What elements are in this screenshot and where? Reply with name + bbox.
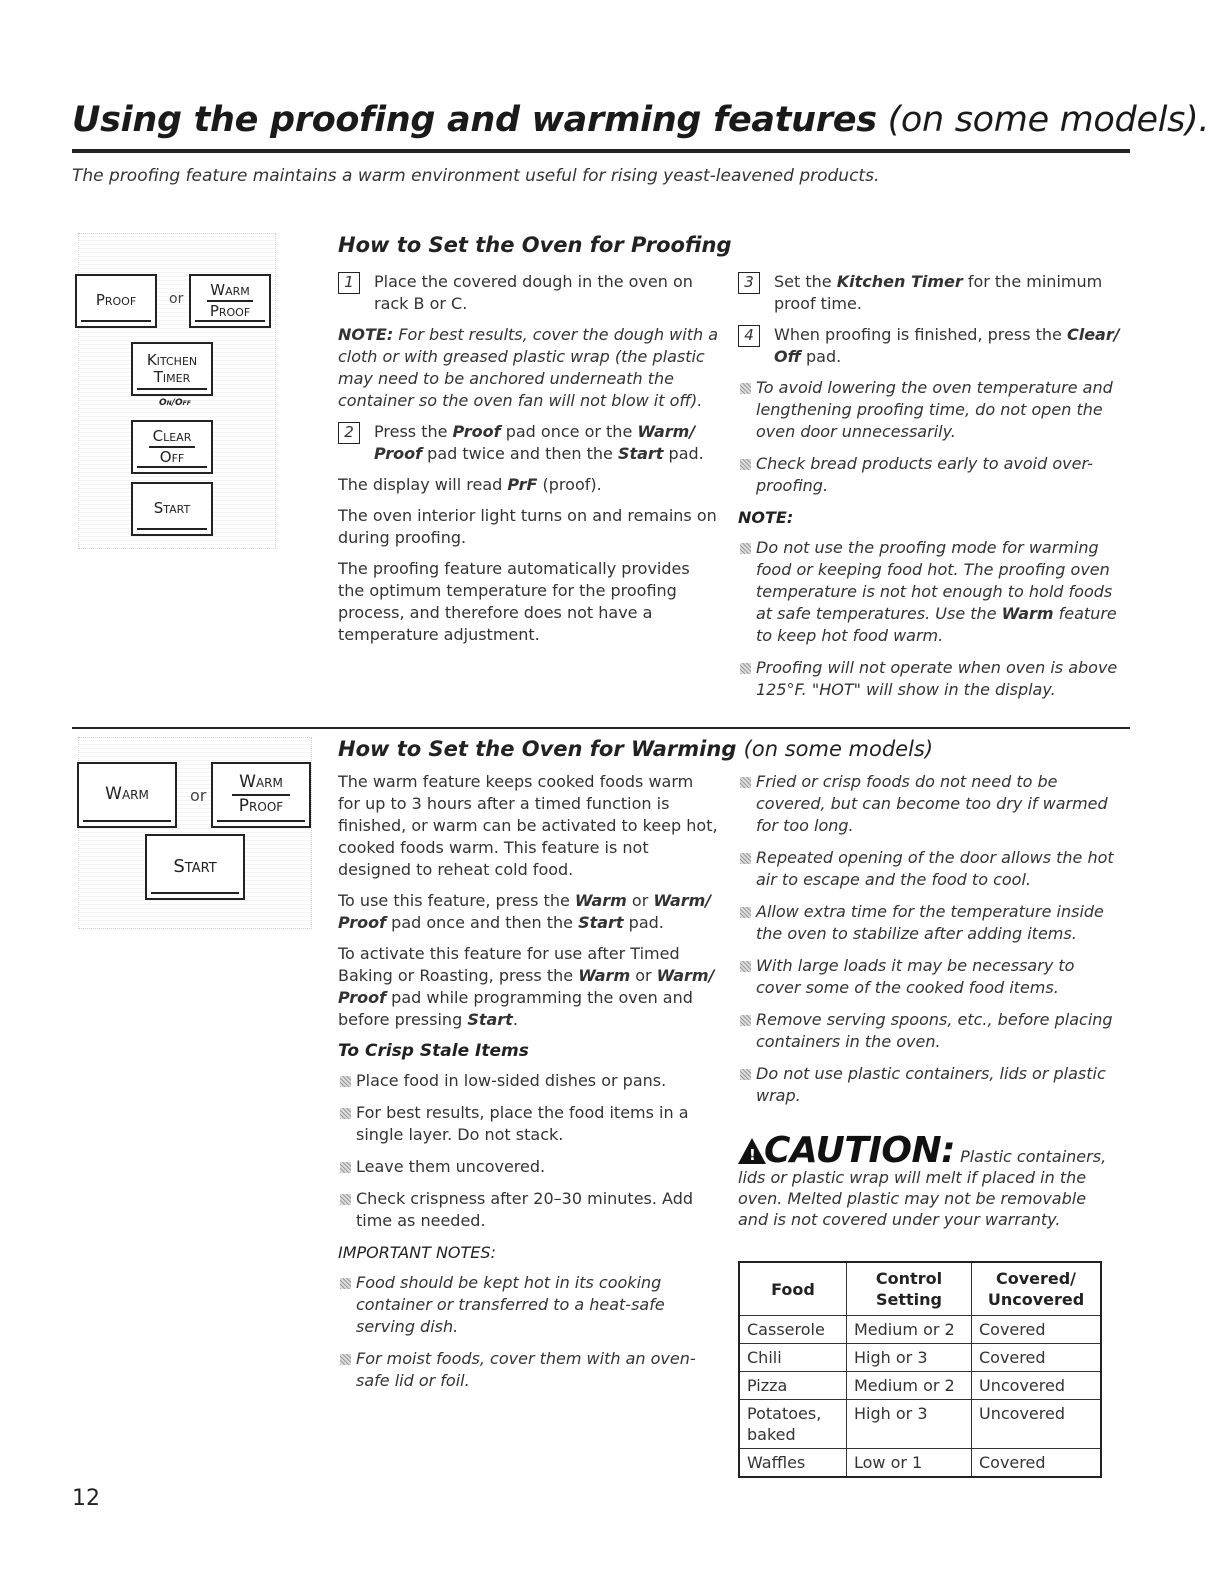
important-bullet: For moist foods, cover them with an oven-safe lid or foil.: [338, 1348, 718, 1392]
kitchen-timer-ref: Kitchen Timer: [836, 272, 963, 291]
step-3-text-b: for the minimum proof time.: [774, 272, 1103, 313]
table-cell: Low or 1: [847, 1449, 972, 1478]
step-number-2: 2: [338, 422, 360, 444]
caution-text: Plastic containers, lids or plastic wrap will melt if placed in the oven. Melted plastic may not be removable and is not covered under your warranty.: [738, 1147, 1107, 1229]
warm-feature-ref: Warm: [1001, 604, 1054, 623]
proofing-step-3: [738, 271, 1120, 315]
proofing-step-2: [338, 421, 718, 465]
step-2-text-a: Press the: [374, 422, 448, 441]
section-divider: [72, 727, 1130, 729]
use-text-c: pad.: [628, 913, 664, 932]
table-cell: Covered: [972, 1449, 1102, 1478]
activate-text-c: .: [512, 1010, 518, 1029]
proofing-step-1: [338, 271, 718, 315]
proof-key-label: Proof: [95, 291, 137, 310]
proof-control-panel: [78, 233, 276, 549]
note-text: For best results, cover the dough with a cloth or with greased plastic wrap (the plastic may need to be anchored underneath the container so the oven fan will not blow it off).: [338, 325, 719, 410]
warming-left-column: [338, 771, 718, 1402]
step-4-text-a: When proofing is finished, press the: [774, 325, 1062, 344]
step-4-text-b: pad.: [806, 347, 842, 366]
warm-proof-key-bottom: Proof: [238, 796, 284, 816]
page-title: [72, 100, 1209, 140]
proofing-note: [338, 324, 718, 412]
clear-key-top: Clear: [152, 426, 192, 445]
clear-off-pad-ref: Clear/ Off: [774, 325, 1120, 366]
step-number-1: 1: [338, 272, 360, 294]
crisp-bullet: Place food in low-sided dishes or pans.: [338, 1070, 718, 1092]
display-text-b: (proof).: [542, 475, 602, 494]
proofing-bullet: [738, 537, 1120, 647]
step-2-text-c: pad twice and then the: [427, 444, 613, 463]
table-cell: High or 3: [847, 1400, 972, 1449]
warming-right-column: [738, 771, 1120, 1117]
warming-heading: [338, 737, 933, 761]
title-divider: [72, 149, 1130, 153]
warming-tip: Fried or crisp foods do not need to be covered, but can become too dry if warmed for too long.: [738, 771, 1120, 837]
proofing-right-column: [738, 271, 1120, 711]
table-cell: Uncovered: [972, 1372, 1102, 1400]
on-off-label: On/Off: [159, 398, 191, 408]
table-cell: Potatoes, baked: [739, 1400, 847, 1449]
table-cell: Medium or 2: [847, 1372, 972, 1400]
start-key-label: Start: [173, 855, 217, 877]
bullet-text-a: Do not use the proofing mode for warming food or keeping food hot. The proofing oven temperature is not hot enough to hold foods at safe temperatures. Use the: [756, 538, 1113, 623]
warming-use: [338, 890, 718, 934]
step-number-3: 3: [738, 272, 760, 294]
crisp-bullet: For best results, place the food items in a single layer. Do not stack.: [338, 1102, 718, 1146]
page-subtitle: The proofing feature maintains a warm environment useful for rising yeast-leavened products.: [72, 166, 880, 186]
warming-tip: Do not use plastic containers, lids or plastic wrap.: [738, 1063, 1120, 1107]
proofing-heading: How to Set the Oven for Proofing: [338, 233, 732, 257]
table-cell: Covered: [972, 1316, 1102, 1344]
start-pad-ref: Start: [467, 1010, 513, 1029]
proof-pad-ref: Proof: [452, 422, 501, 441]
warming-tip: With large loads it may be necessary to cover some of the cooked food items.: [738, 955, 1120, 999]
or-label: or: [190, 786, 207, 805]
table-row: [739, 1372, 1101, 1400]
warm-key: [77, 762, 177, 828]
warm-proof-key-bottom: Proof: [209, 302, 251, 320]
proofing-bullet: To avoid lowering the oven temperature and lengthening proofing time, do not open the oven door unnecessarily.: [738, 377, 1120, 443]
start-pad-ref: Start: [578, 913, 624, 932]
warming-intro: The warm feature keeps cooked foods warm for up to 3 hours after a timed function is finished, or warm can be activated to keep hot, cooked foods warm. This feature is not designed to reheat cold food.: [338, 772, 718, 879]
prf-code: PrF: [507, 475, 538, 494]
proofing-left-column: [338, 271, 718, 655]
table-row: [739, 1344, 1101, 1372]
clear-off-key: [131, 420, 213, 474]
proofing-bullet: Proofing will not operate when oven is above 125°F. "HOT" will show in the display.: [738, 657, 1120, 701]
important-bullet: Food should be kept hot in its cooking container or transferred to a heat-safe serving dish.: [338, 1272, 718, 1338]
warm-proof-pad-ref: Warm/ Proof: [374, 422, 696, 463]
step-number-4: 4: [738, 325, 760, 347]
start-key: [131, 482, 213, 536]
or-text: or: [635, 966, 652, 985]
warming-food-table: [738, 1261, 1102, 1478]
table-cell: Casserole: [739, 1316, 847, 1344]
table-cell: Medium or 2: [847, 1316, 972, 1344]
table-row: [739, 1400, 1101, 1449]
or-text: or: [631, 891, 649, 910]
kitchen-timer-key-bottom: Timer: [153, 368, 191, 386]
table-cell: Uncovered: [972, 1400, 1102, 1449]
warm-proof-pad-ref: Warm/ Proof: [338, 891, 712, 932]
warning-icon: !: [738, 1138, 766, 1164]
step-1-text: Place the covered dough in the oven on rack B or C.: [374, 272, 693, 313]
start-pad-ref: Start: [617, 444, 664, 463]
warming-tip: Allow extra time for the temperature inside the oven to stabilize after adding items.: [738, 901, 1120, 945]
warm-proof-pad-ref: Warm/ Proof: [338, 966, 715, 1007]
display-text-a: The display will read: [338, 475, 503, 494]
warm-key-label: Warm: [105, 784, 149, 805]
warm-pad-ref: Warm: [578, 966, 631, 985]
page-title-qualifier: (on some models).: [887, 100, 1210, 140]
step-3-text-a: Set the: [774, 272, 832, 291]
warm-proof-key: [189, 274, 271, 328]
warm-proof-key-top: Warm: [239, 772, 283, 793]
warm-control-panel: [78, 737, 312, 929]
start-key: [145, 834, 245, 900]
warming-tip: Repeated opening of the door allows the hot air to escape and the food to cool.: [738, 847, 1120, 891]
start-key-label: Start: [153, 499, 191, 518]
activate-text-a: To activate this feature for use after Timed Baking or Roasting, press the: [338, 944, 680, 985]
proof-key: [75, 274, 157, 328]
kitchen-timer-key-top: Kitchen: [146, 350, 198, 369]
or-label: or: [169, 291, 184, 307]
table-row: [739, 1316, 1101, 1344]
crisp-heading: To Crisp Stale Items: [338, 1041, 529, 1061]
page-number: 12: [72, 1486, 100, 1511]
step-2-text-b: pad once or the: [505, 422, 633, 441]
table-cell: Pizza: [739, 1372, 847, 1400]
kitchen-timer-key: [131, 342, 213, 396]
table-cell: Covered: [972, 1344, 1102, 1372]
table-row: [739, 1449, 1101, 1478]
crisp-bullet: Check crispness after 20–30 minutes. Add time as needed.: [338, 1188, 718, 1232]
display-reading: [338, 474, 718, 496]
table-header-cell: Food: [739, 1262, 847, 1316]
light-paragraph: The oven interior light turns on and remains on during proofing.: [338, 506, 717, 547]
table-header-cell: Covered/ Uncovered: [972, 1262, 1102, 1316]
note-label: NOTE:: [338, 325, 394, 344]
bullet-text-b: feature to keep hot food warm.: [756, 604, 1117, 645]
table-cell: Chili: [739, 1344, 847, 1372]
auto-temp-paragraph: The proofing feature automatically provides the optimum temperature for the proofing process, and therefore does not have a temperature adjustment.: [338, 559, 690, 644]
important-notes-heading: IMPORTANT NOTES:: [338, 1243, 496, 1262]
activate-text-b: pad while programming the oven and before pressing: [338, 988, 693, 1029]
warming-heading-qualifier: (on some models): [743, 737, 934, 761]
warm-pad-ref: Warm: [574, 891, 627, 910]
warming-heading-main: How to Set the Oven for Warming: [338, 737, 737, 761]
warm-proof-key: [211, 762, 311, 828]
use-text-b: pad once and then the: [391, 913, 573, 932]
clear-key-bottom: Off: [159, 448, 185, 466]
step-2-text-d: pad.: [668, 444, 704, 463]
table-header-cell: Control Setting: [847, 1262, 972, 1316]
page-title-main: Using the proofing and warming features: [72, 100, 877, 140]
note-label: NOTE:: [738, 508, 794, 527]
warming-tip: Remove serving spoons, etc., before placing containers in the oven.: [738, 1009, 1120, 1053]
caution-box: [738, 1130, 1118, 1230]
table-header-row: [739, 1262, 1101, 1316]
warm-proof-key-top: Warm: [210, 280, 250, 299]
warming-activate: [338, 943, 718, 1031]
table-cell: Waffles: [739, 1449, 847, 1478]
crisp-bullet: Leave them uncovered.: [338, 1156, 718, 1178]
proofing-bullet: Check bread products early to avoid over-proofing.: [738, 453, 1120, 497]
caution-word: CAUTION:: [764, 1130, 955, 1171]
use-text-a: To use this feature, press the: [338, 891, 570, 910]
proofing-step-4: [738, 324, 1120, 368]
table-cell: High or 3: [847, 1344, 972, 1372]
